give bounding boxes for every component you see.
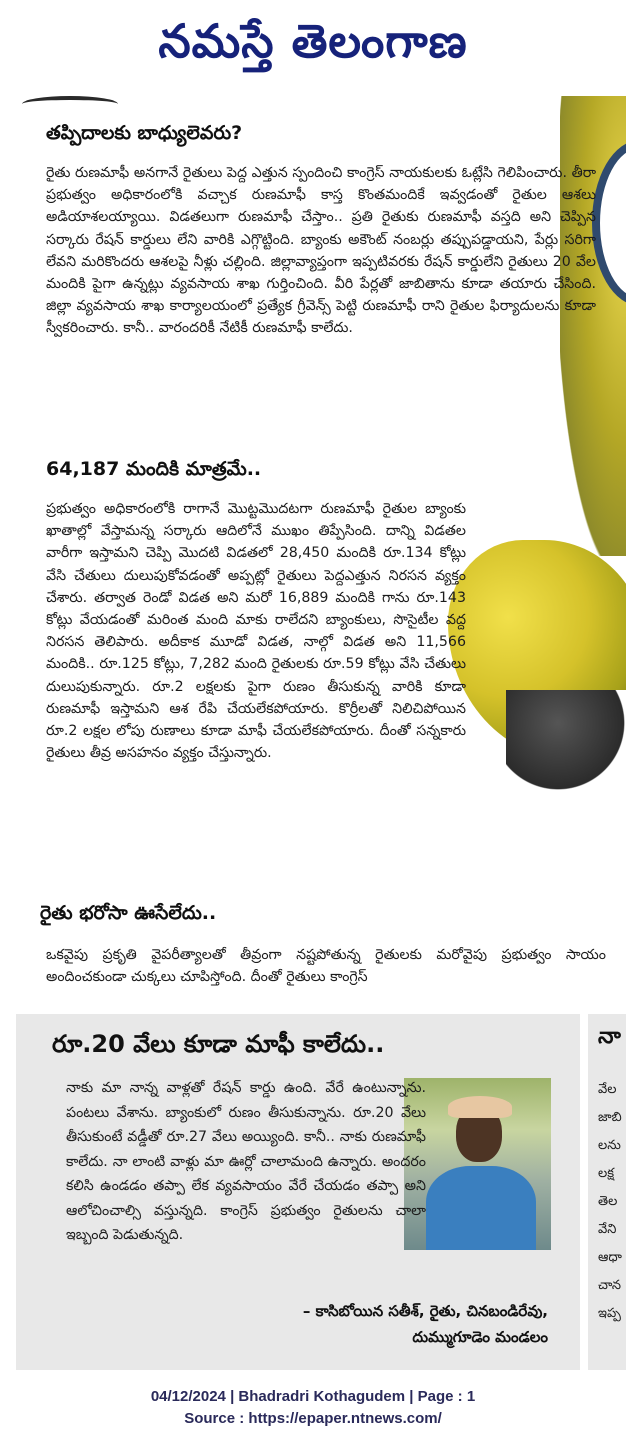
farmer-photo (404, 1078, 551, 1250)
quote-box-title: రూ.20 వేలు కూడా మాఫీ కాలేదు.. (52, 1030, 385, 1058)
section-body-1: రైతు రుణమాఫీ అనగానే రైతులు పెద్ద ఎత్తున స్పందించి కాంగ్రెస్‌ నాయకులకు ఓట్లేసి గెలిపించారు. తీరా ప్రభుత్వం అధికారంలోకి వచ్చాక రుణమాఫీ కాస్త కొంతమందికే ఇవ్వడంతో రైతుల ఆశలు అడియాశలయ్యాయి. విడతలుగా రుణమాఫీ చేస్తాం.. ప్రతి రైతుకు రుణమాఫీ వస్తది అని చెప్పిన సర్కారు రేషన్‌ కార్డులు లేని వారికి ఎగ్గొట్టింది. బ్యాంకు అకౌంట్‌ నంబర్లు తప్పుపడ్డాయని, పేర్లు సరిగా లేవని మరికొందరు ఆశలపై నీళ్లు చల్లింది. జిల్లావ్యాప్తంగా ఇప్పటివరకు రేషన్‌ కార్డులేని రైతులు 20 వేల మందికి పైగా ఉన్నట్లు వ్యవసాయ శాఖ గుర్తించింది. వీరి పేర్లతో జాబితాను కూడా తయారు చేసింది. జిల్లా వ్యవసాయ శాఖ కార్యాలయంలో ప్రత్యేక గ్రీవెన్స్‌ పెట్టి రుణమాఫీ రాని రైతుల ఫిర్యాదులను కూడా స్వీకరించారు. కానీ.. వారందరికీ నేటికీ రుణమాఫీ కాలేదు. (46, 165, 596, 337)
section-body-2: ప్రభుత్వం అధికారంలోకి రాగానే మొట్టమొదటగా రుణమాఫీ రైతుల బ్యాంకు ఖాతాల్లో వేస్తామన్న సర్కారు ఆదిలోనే ముఖం తిప్పేసింది. దాన్ని విడతల వారీగా ఇస్తామని చెప్పి మొదటి విడతలో 28,450 మందికి రూ.134 కోట్లు వేసి చేతులు దులుపుకోవడంతో అప్పట్లో రైతులు పెద్దఎత్తున నిరసన వ్యక్తం చేశారు. తర్వాత రెండో విడత అని మరో 16,889 మందికి గాను రూ.143 కోట్లు వేయడంతో మరింత మంది మాకు రాలేదని బ్యాంకులు, సొసైటీల వద్ద నిరసన తెలిపారు. అదీకాక మూడో విడత, నాల్గో విడత అని 11,566 మందికి.. రూ.125 కోట్లు, 7,282 మంది రైతులకు రూ.59 కోట్లు వేసి చేతులు దులుపుకున్నారు. రూ.2 లక్షలకు పైగా రుణం తీసుకున్న వారికి కూడా రుణమాఫీ ఇస్తామని ఆశ రేపి చేయలేకపోయారు. కొర్రీలతో నిలిచిపోయిన రూ.2 లక్షల లోపు రుణాలు కూడా మాఫీ చేయలేకపోయారు. దీంతో సన్నకారు రైతులు తీవ్ర అసహనం వ్యక్తం చేస్తున్నారు. (46, 501, 466, 762)
footer-source: Source : https://epaper.ntnews.com/ (184, 1410, 442, 1427)
adjacent-box-fragment: చాన (598, 1278, 622, 1293)
quote-box-text: నాకు మా నాన్న వాళ్లతో రేషన్‌ కార్డు ఉంది. వేరే ఉంటున్నాను. పంటలు వేశాను. బ్యాంకులో రుణం తీసుకున్నాను. రూ.20 వేలు తీసుకుంటే వడ్డీతో రూ.27 వేలు అయ్యింది. కానీ.. నాకు రుణమాఫీ కాలేదు. నా లాంటి వాళ్లు మా ఊర్లో చాలామంది ఉన్నారు. అందరం కలిసి ఉండడం తప్పా లేక వ్యవసాయం వేరే చేయడం తప్పా అని ఆలోచించాల్సి వస్తున్నది. కాంగ్రెస్‌ ప్రభుత్వం రైతులను చాలా ఇబ్బంది పెడుతున్నది. (66, 1080, 426, 1243)
farmer-headscarf (448, 1096, 512, 1118)
adjacent-box-fragment: ఇప్ప (598, 1306, 621, 1321)
adjacent-box-fragment: ఆధా (598, 1250, 622, 1265)
adjacent-box-fragment: లను (598, 1138, 621, 1153)
footer-date-edition: 04/12/2024 | Bhadradri Kothagudem | Page : 1 (150, 1388, 476, 1405)
section-heading-3: రైతు భరోసా ఊసేలేదు.. (40, 902, 217, 924)
adjacent-box-fragment: లక్ష (598, 1166, 615, 1181)
quote-signature-place: దుమ్ముగూడెం మండలం (412, 1328, 548, 1346)
section-heading-1: తప్పిదాలకు బాధ్యులెవరు? (46, 122, 243, 144)
section-body-3: ఒకవైపు ప్రకృతి వైపరీత్యాలతో తీవ్రంగా నష్టపోతున్న రైతులకు మరోవైపు ప్రభుత్వం సాయం అందించకుండా చుక్కలు చూపిస్తోంది. దీంతో రైతులు కాంగ్రెస్‌ (46, 947, 606, 986)
farmer-shirt (426, 1166, 536, 1250)
masthead-logo: నమస్తే తెలంగాణ (158, 14, 468, 68)
adjacent-box-title: నా (598, 1024, 621, 1049)
adjacent-box-fragment: తెల (598, 1194, 618, 1209)
section-heading-2: 64,187 మందికి మాత్రమే.. (46, 458, 262, 480)
adjacent-box-fragment: వేల (598, 1082, 617, 1097)
photo-soil (506, 690, 626, 800)
decorative-curve (22, 96, 118, 112)
quote-signature-name: – కాసిబోయిన సతీశ్‌, రైతు, చినబండిరేవు, (302, 1302, 548, 1320)
adjacent-box-fragment: వేని (598, 1222, 617, 1237)
adjacent-box-fragment: జాబి (598, 1110, 622, 1125)
